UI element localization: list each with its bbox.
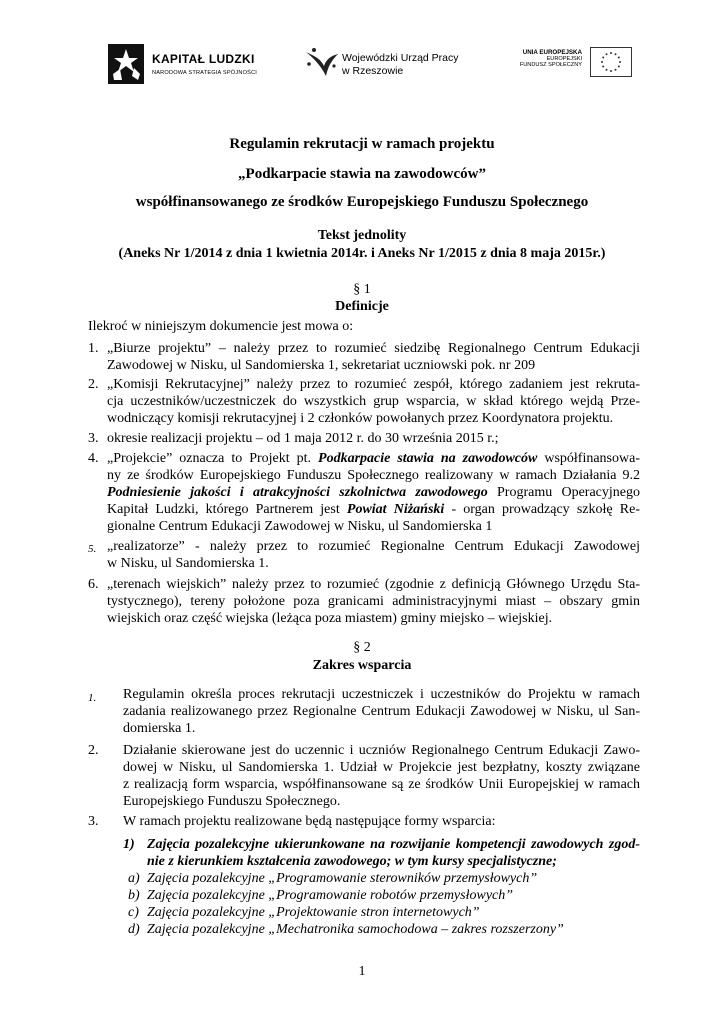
wup-bird-icon (304, 46, 340, 78)
kapital-ludzki-logo (108, 44, 268, 88)
def-item-line (107, 451, 640, 467)
header-logos (0, 0, 724, 100)
section2-heading: Zakres wsparcia (312, 658, 412, 673)
eu-flag-icon (590, 47, 632, 77)
def-item-number: 5. (88, 543, 97, 555)
wup-name-line2: w Rzeszowie (342, 65, 404, 77)
def-item-line: „realizatorze” - należy przez to rozumieć Regionalne Centrum Edukacji Zawodowej (107, 539, 640, 554)
scope-item-line: W ramach projektu realizowane będą następujące formy wsparcia: (123, 814, 496, 829)
support-form-line: nie z kierunkiem kształcenia zawodowego; w tym kursy specjalistyczne; (147, 854, 557, 869)
section1-intro: Ilekroć w niniejszym dokumencie jest mowa o: (88, 319, 354, 334)
section1-heading: Definicje (335, 299, 389, 314)
eu-text (520, 49, 582, 68)
project-name: Podkarpacie stawia na zawodowców (318, 451, 538, 466)
def-item-line: ny ze środków Europejskiego Funduszu Społecznego realizowany w ramach Działania 9.2 (107, 468, 640, 483)
title-line2: „Podkarpacie stawia na zawodowców” (238, 166, 486, 182)
def-item-line (107, 502, 640, 518)
scope-item-line: domierska 1. (123, 721, 196, 736)
scope-item-line: Działanie skierowane jest do uczennic i uczniów Regionalnego Centrum Edukacji Zawo- (123, 743, 640, 758)
activity-letter: c) (128, 905, 139, 920)
scope-item-line: Regulamin określa proces rekrutacji uczestniczek i uczestników do Projektu w ramach (123, 687, 640, 702)
activity-item: Zajęcia pozalekcyjne „Mechatronika samochodowa – zakres rozszerzony” (147, 922, 564, 937)
def-item-line: gionalne Centrum Edukacji Zawodowej w Nisku, ul Sandomierska 1 (107, 519, 493, 534)
support-form-number: 1) (123, 837, 135, 852)
def-item-number: 6. (88, 577, 99, 592)
def-item-number: 3. (88, 431, 99, 446)
page-number: 1 (358, 964, 366, 979)
subtitle-line1: Tekst jednolity (317, 228, 407, 243)
activity-letter: d) (128, 922, 140, 937)
def-item-number: 1. (88, 341, 99, 356)
kapital-ludzki-subtitle: NARODOWA STRATEGIA SPÓJNOŚCI (152, 70, 258, 76)
def-item-line: wiejskich oraz część wiejska (leżąca poza miastem) gminy miejsko – wiejskiej. (107, 611, 553, 626)
kapital-ludzki-emblem-icon (108, 44, 144, 84)
def-item-line: w Nisku, ul Sandomierska 1. (107, 556, 269, 571)
eu-logo (512, 44, 632, 86)
def-item-line: cja uczestników/uczestniczek do wszystkich grup wsparcia, w skład którego wejdą Prze- (107, 394, 640, 409)
activity-item: Zajęcia pozalekcyjne „Programowanie sterowników przemysłowych” (147, 871, 538, 886)
scope-item-number: 3. (88, 814, 99, 829)
kapital-ludzki-title: KAPITAŁ LUDZKI (152, 52, 255, 66)
def-item-line: tystycznego), tereny położone poza granicami administracyjnymi miast – obszary gmin (107, 594, 640, 609)
activity-letter: a) (128, 871, 140, 886)
section1-symbol: § 1 (353, 282, 371, 297)
text-run: współfinansowa- (537, 451, 640, 466)
def-item-line: „Biurze projektu” – należy przez to rozumieć siedzibę Regionalnego Centrum Edukacji (107, 341, 640, 356)
eu-line3: FUNDUSZ SPOŁECZNY (519, 62, 582, 68)
def-item-line: Zawodowej w Nisku, ul Sandomierska 1, sekretariat uczniowski pok. nr 209 (107, 358, 536, 373)
def-item-line: okresie realizacji projektu – od 1 maja 2012 r. do 30 września 2015 r.; (107, 431, 499, 446)
eu-line2: EUROPEJSKI (546, 56, 582, 62)
subtitle-line2: (Aneks Nr 1/2014 z dnia 1 kwietnia 2014r. i Aneks Nr 1/2015 z dnia 8 maja 2015r.) (118, 246, 606, 261)
title-line3: współfinansowanego ze środków Europejskiego Funduszu Społecznego (135, 194, 589, 210)
text-run: Programu Operacyjnego (487, 485, 640, 500)
partner-name: Powiat Niżański (346, 502, 445, 517)
scope-item-number: 2. (88, 743, 99, 758)
wup-name-line1: Wojewódzki Urząd Pracy (342, 52, 459, 64)
def-item-line (107, 485, 640, 501)
section2-symbol: § 2 (353, 640, 371, 655)
text-run: Kapitał Ludzki, którego Partnerem jest (107, 502, 347, 517)
activity-letter: b) (128, 888, 140, 903)
def-item-line: „terenach wiejskich” należy przez to rozumieć (zgodnie z definicją Głównego Urzędu Sta- (107, 577, 640, 592)
def-item-number: 2. (88, 377, 99, 392)
wup-logo (304, 44, 474, 84)
scope-item-line: dowej w Nisku, ul Sandomierska 1. Udział w Projekcie jest bezpłatny, koszty związane (123, 760, 640, 775)
title-line1: Regulamin rekrutacji w ramach projektu (229, 136, 495, 152)
scope-item-line: Europejskiego Funduszu Społecznego. (123, 794, 341, 809)
def-item-number: 4. (88, 451, 99, 466)
action-name: Podniesienie jakości i atrakcyjności szkolnictwa zawodowego (107, 485, 488, 500)
def-item-line: wodniczący komisji rekrutacyjnej i 2 członków powołanych przez Koordynatora projektu. (107, 411, 614, 426)
scope-item-line: z realizacją form wsparcia, współfinansowane są ze środków Unii Europejskiej w ramach (123, 777, 640, 792)
scope-item-number: 1. (88, 692, 97, 704)
def-item-line: „Komisji Rekrutacyjnej” należy przez to rozumieć zespół, którego zadaniem jest rekruta- (107, 377, 640, 392)
eu-line1: UNIA EUROPEJSKA (522, 49, 582, 56)
activity-item: Zajęcia pozalekcyjne „Projektowanie stron internetowych” (147, 905, 480, 920)
activity-item: Zajęcia pozalekcyjne „Programowanie robotów przemysłowych” (147, 888, 514, 903)
scope-item-line: zadania realizowanego przez Regionalne Centrum Edukacji Zawodowej w Nisku, ul San- (123, 704, 640, 719)
support-form-line: Zajęcia pozalekcyjne ukierunkowane na rozwijanie kompetencji zawodowych zgod- (147, 837, 640, 852)
text-run: - organ prowadzący szkołę Re- (444, 502, 640, 517)
text-run: „Projekcie” oznacza to Projekt pt. (107, 451, 319, 466)
